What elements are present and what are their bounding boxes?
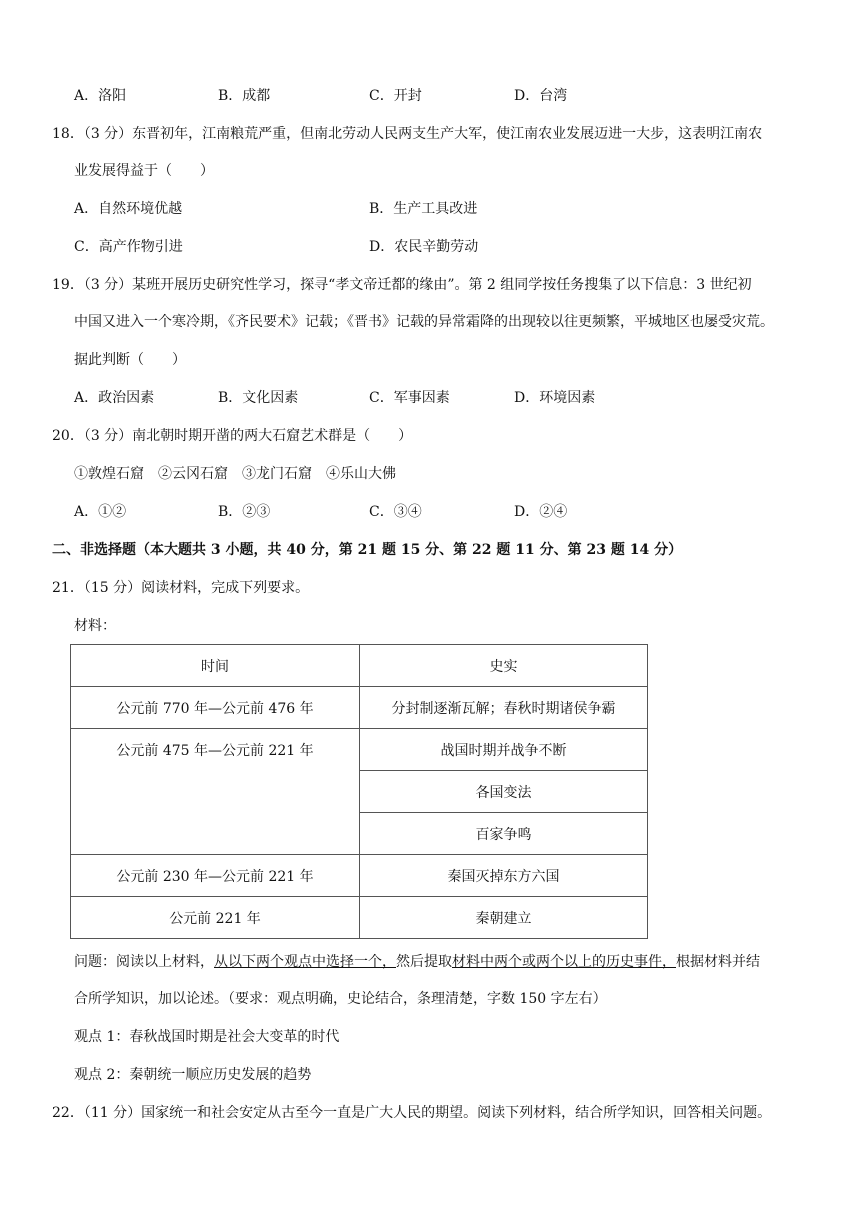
q21-question-underline2: 材料中两个或两个以上的历史事件，: [452, 954, 676, 970]
q20-option-b: B．②③: [218, 504, 271, 520]
q19-option-a: A．政治因素: [74, 390, 155, 406]
table-header-time: 时间: [71, 645, 360, 687]
q21-view2: 观点 2：秦朝统一顺应历史发展的趋势: [74, 1067, 312, 1083]
q20-option-a: A．①②: [74, 504, 127, 520]
table-header-fact: 史实: [360, 645, 648, 687]
table-cell-time: 公元前 475 年—公元前 221 年: [71, 729, 360, 855]
q20-items: ①敦煌石窟 ②云冈石窟 ③龙门石窟 ④乐山大佛: [74, 466, 396, 482]
table-cell-fact: 百家争鸣: [360, 813, 648, 855]
q20-stem: 20．（3 分）南北朝时期开凿的两大石窟艺术群是（ ）: [52, 428, 413, 444]
q18-option-a: A．自然环境优越: [74, 201, 183, 217]
q21-view1: 观点 1：春秋战国时期是社会大变革的时代: [74, 1029, 340, 1045]
table-cell-fact: 各国变法: [360, 771, 648, 813]
q19-option-c: C．军事因素: [369, 390, 450, 406]
q19-stem-line2: 中国又进入一个寒冷期，《齐民要术》记载；《晋书》记载的异常霜降的出现较以往更频繁，平城地区也屡受灾荒。: [74, 314, 774, 330]
q20-option-c: C．③④: [369, 504, 422, 520]
table-cell-fact: 战国时期并战争不断: [360, 729, 648, 771]
table-header-row: [71, 645, 648, 687]
table-cell-time: 公元前 230 年—公元前 221 年: [71, 855, 360, 897]
table-cell-fact: 分封制逐渐瓦解；春秋时期诸侯争霸: [360, 687, 648, 729]
q21-stem: 21．（15 分）阅读材料，完成下列要求。: [52, 580, 310, 596]
table-row: [71, 855, 648, 897]
q17-option-d: D．台湾: [514, 88, 568, 104]
q19-option-b: B．文化因素: [218, 390, 299, 406]
table-cell-fact: 秦朝建立: [360, 897, 648, 939]
q21-question-mid: 然后提取: [396, 954, 452, 970]
q22-stem: 22．（11 分）国家统一和社会安定从古至今一直是广大人民的期望。阅读下列材料，结合所学知识，回答相关问题。: [52, 1105, 772, 1121]
q21-question-underline1: 从以下两个观点中选择一个，: [214, 954, 396, 970]
q18-option-c: C．高产作物引进: [74, 239, 183, 255]
table-row: [71, 687, 648, 729]
table-cell-fact: 秦国灭掉东方六国: [360, 855, 648, 897]
table-cell-time: 公元前 770 年—公元前 476 年: [71, 687, 360, 729]
q18-stem-line1: 18．（3 分）东晋初年，江南粮荒严重，但南北劳动人民两支生产大军，使江南农业发展迈进一大步，这表明江南农: [52, 126, 763, 142]
table-cell-time: 公元前 221 年: [71, 897, 360, 939]
material-label: 材料：: [74, 618, 116, 634]
section2-heading: 二、非选择题（本大题共 3 小题，共 40 分，第 21 题 15 分、第 22 题 11 分、第 23 题 14 分）: [52, 542, 683, 558]
table-row: [71, 729, 648, 771]
q19-stem-line1: 19．（3 分）某班开展历史研究性学习，探寻“孝文帝迁都的缘由”。第 2 组同学按任务搜集了以下信息：3 世纪初: [52, 277, 752, 293]
q17-option-b: B．成都: [218, 88, 271, 104]
q21-question-suffix: 根据材料并结: [676, 954, 760, 970]
q19-option-d: D．环境因素: [514, 390, 596, 406]
q17-option-c: C．开封: [369, 88, 422, 104]
q21-question-line1: [74, 952, 760, 972]
q18-option-b: B．生产工具改进: [369, 201, 478, 217]
q18-option-d: D．农民辛勤劳动: [369, 239, 479, 255]
q21-question-prefix: 问题：阅读以上材料，: [74, 954, 214, 970]
q19-stem-line3: 据此判断（ ）: [74, 352, 186, 368]
q21-question-line2: 合所学知识，加以论述。（要求：观点明确，史论结合，条理清楚，字数 150 字左右）: [74, 991, 607, 1007]
q20-option-d: D．②④: [514, 504, 568, 520]
q17-option-a: A．洛阳: [74, 88, 127, 104]
q18-stem-line2: 业发展得益于（ ）: [74, 163, 214, 179]
table-row: [71, 897, 648, 939]
history-table: [70, 644, 648, 939]
